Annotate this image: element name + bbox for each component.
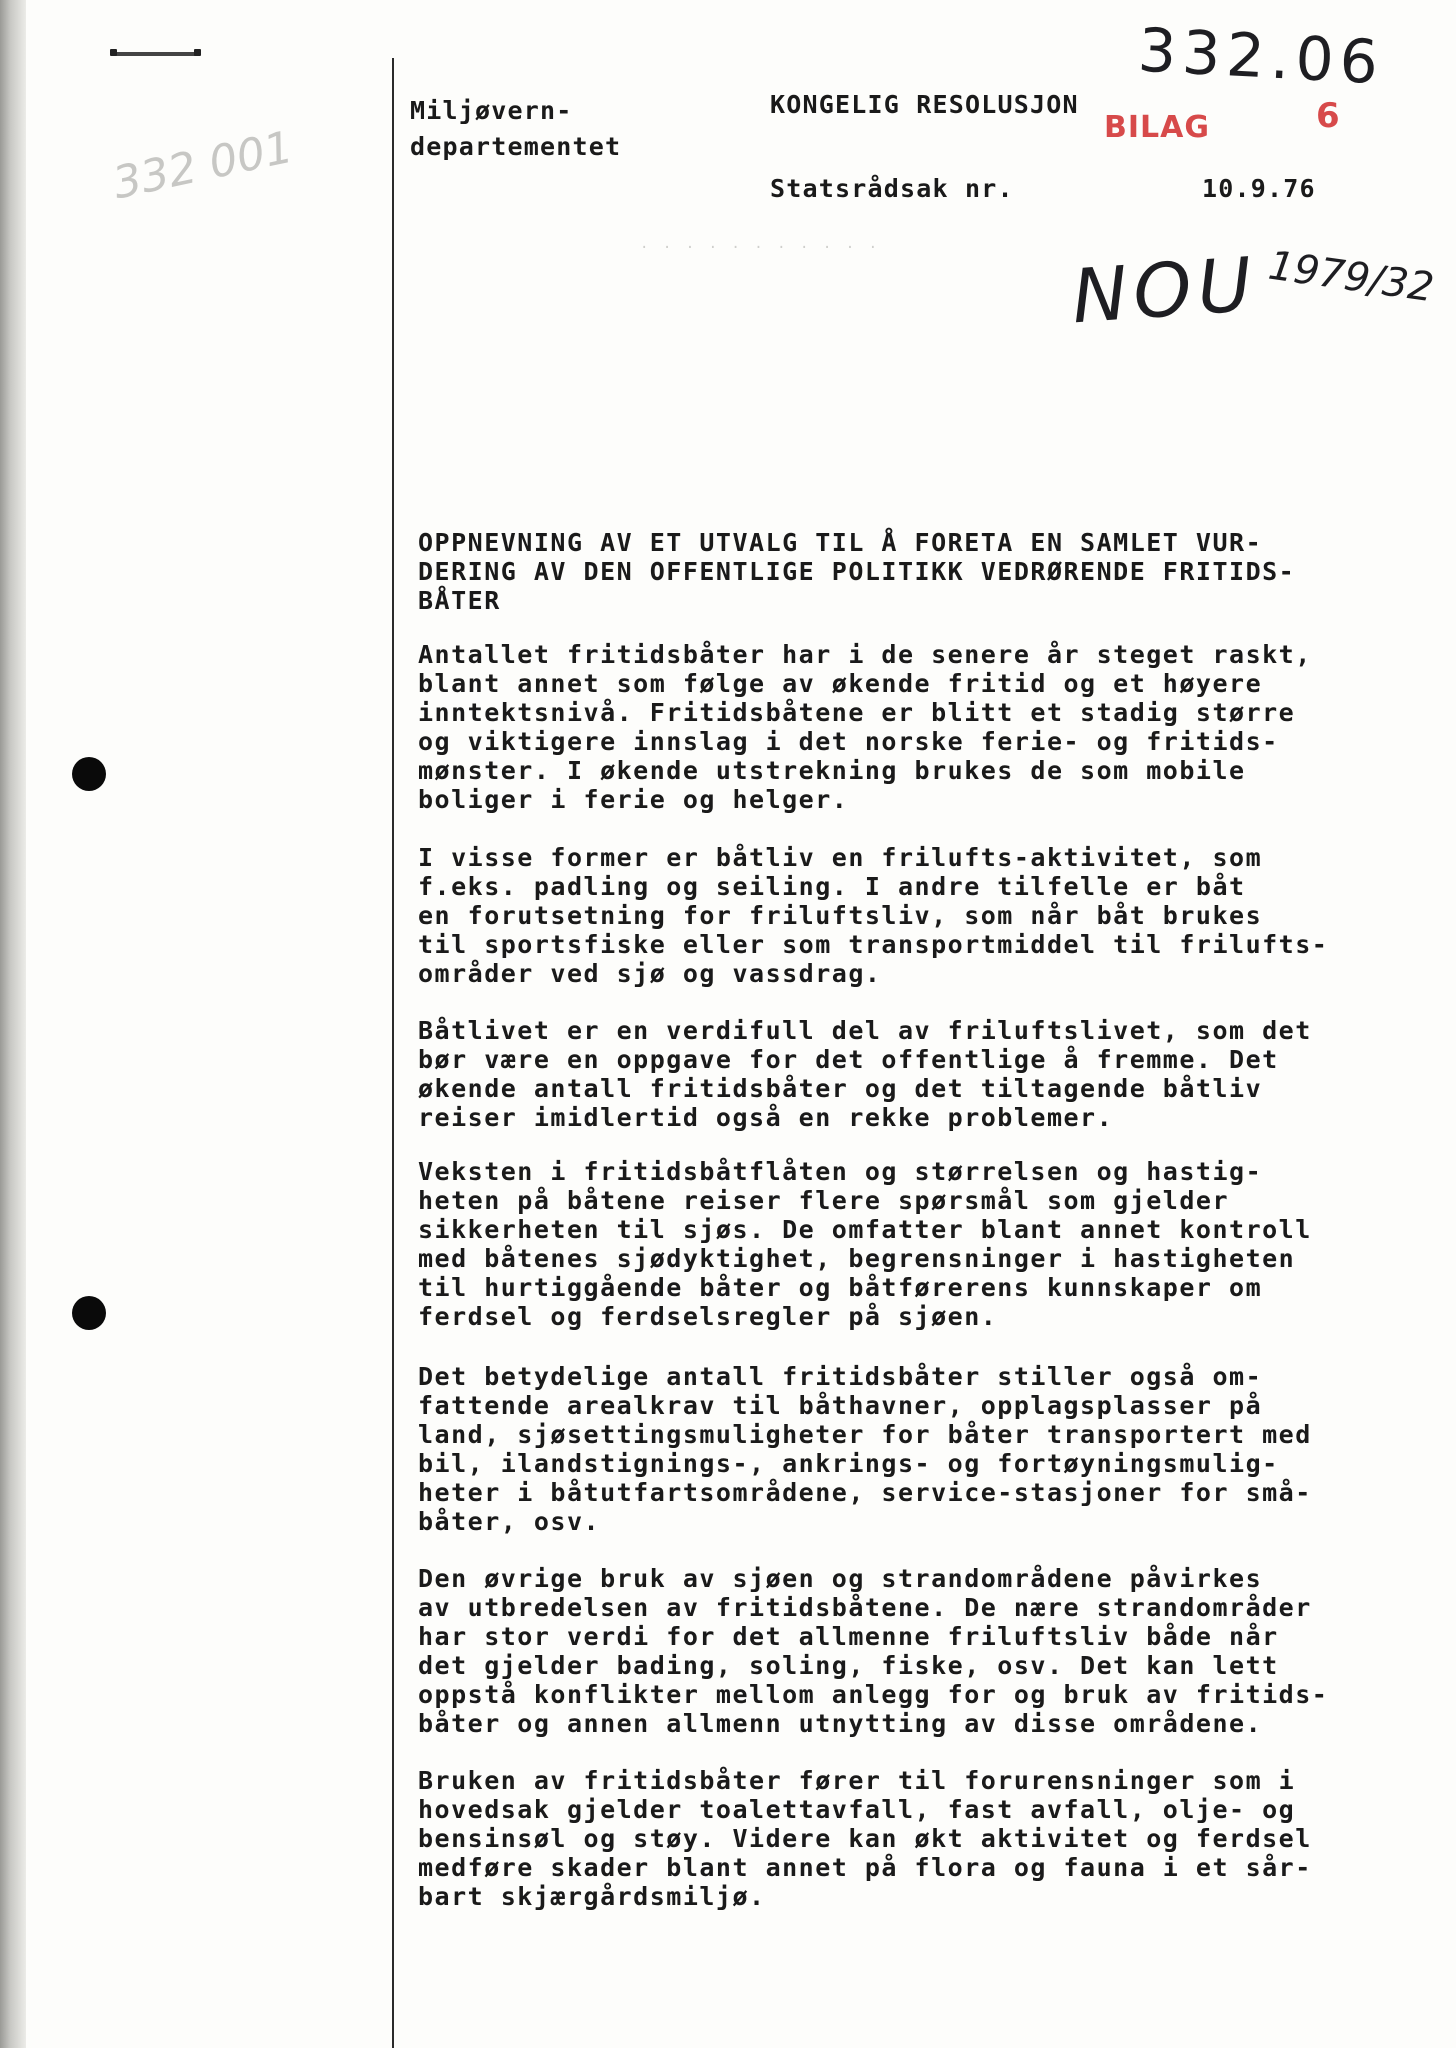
bilag-stamp-label: BILAG	[1104, 110, 1210, 145]
body-paragraph-2-block	[418, 843, 1378, 988]
body-paragraph-3-block	[418, 1016, 1378, 1132]
body-paragraph: Bruken av fritidsbåter fører til forurensninger som i hovedsak gjelder toalettavfall, fast avfall, olje- og bensinsøl og støy. Videre kan økt aktivitet og ferdsel medføre skader blant annet på flora og fauna i et sår- bart skjærgårdsmiljø.	[418, 1766, 1312, 1911]
body-paragraph-4-block	[418, 1157, 1378, 1331]
faint-margin-note: 332 001	[108, 121, 298, 210]
body-paragraph: Det betydelige antall fritidsbåter stiller også om- fattende arealkrav til båthavner, opplagsplasser på land, sjøsettingsmuligheter for båter transportert med bil, ilandstignings-, ankrings- og fortøyningsmulig- heter i båtutfartsområdene, service-stasjoner for små- båter, osv.	[418, 1362, 1312, 1536]
department-line-1: Miljøvern-	[410, 96, 573, 125]
punch-hole	[72, 1296, 106, 1330]
body-paragraph: Båtlivet er en verdifull del av friluftslivet, som det bør være en oppgave for det offentlige å fremme. Det økende antall fritidsbåter og det tiltagende båtliv reiser imidlertid også en rekke problemer.	[418, 1016, 1312, 1132]
case-label: Statsrådsak nr.	[770, 174, 1014, 203]
body-paragraph: Den øvrige bruk av sjøen og strandområdene påvirkes av utbredelsen av fritidsbåtene. De nære strandområder har stor verdi for det allmenne friluftsliv både når det gjelder bading, soling, fiske, osv. Det kan lett oppstå konflikter mellom anlegg for og bruk av fritids- båter og annen allmenn utnytting av disse områdene.	[418, 1564, 1329, 1738]
body-paragraph-1-block	[418, 640, 1378, 814]
staple-end	[110, 49, 117, 56]
punch-hole	[72, 757, 106, 791]
department-line-2: departementet	[410, 132, 622, 161]
date: 10.9.76	[1202, 174, 1316, 203]
faded-typing: . . . . . . . . . . .	[640, 236, 881, 252]
body-paragraph: Antallet fritidsbåter har i de senere år steget raskt, blant annet som følge av økende fritid og et høyere inntektsnivå. Fritidsbåtene er blitt et stadig større og viktigere innslag i det norske ferie- og fritids- mønster. I økende utstrekning brukes de som mobile boliger i ferie og helger.	[418, 640, 1312, 814]
body-paragraph: Veksten i fritidsbåtflåten og størrelsen og hastig- heten på båtene reiser flere spørsmål som gjelder sikkerheten til sjøs. De omfatter blant annet kontroll med båtenes sjødyktighet, begrensninger i hastigheten til hurtiggående båter og båtførerens kunnskaper om ferdsel og ferdselsregler på sjøen.	[418, 1157, 1312, 1331]
subject-heading-block	[418, 528, 1378, 615]
handwritten-nou-prefix: NOU	[1069, 241, 1261, 341]
handwritten-archive-number: 332.06	[1136, 15, 1386, 99]
staple-end	[194, 49, 201, 56]
margin-rule	[392, 58, 394, 2048]
body-paragraph-7-block	[418, 1766, 1378, 1911]
body-paragraph-5-block	[418, 1362, 1378, 1536]
body-paragraph: I visse former er båtliv en frilufts-aktivitet, som f.eks. padling og seiling. I andre tilfelle er båt en forutsetning for friluftsliv, som når båt brukes til sportsfiske eller som transportmiddel til frilufts- områder ved sjø og vassdrag.	[418, 843, 1329, 988]
header-title: KONGELIG RESOLUSJON	[770, 90, 1079, 119]
bilag-stamp-number: 6	[1316, 96, 1340, 136]
staple-mark	[112, 52, 200, 56]
body-paragraph-6-block	[418, 1564, 1378, 1738]
subject-heading: OPPNEVNING AV ET UTVALG TIL Å FORETA EN SAMLET VUR- DERING AV DEN OFFENTLIGE POLITIKK VEDRØRENDE FRITIDS- BÅTER	[418, 528, 1296, 615]
scan-edge	[0, 0, 26, 2048]
handwritten-nou-ref: 1979/32	[1265, 242, 1437, 312]
